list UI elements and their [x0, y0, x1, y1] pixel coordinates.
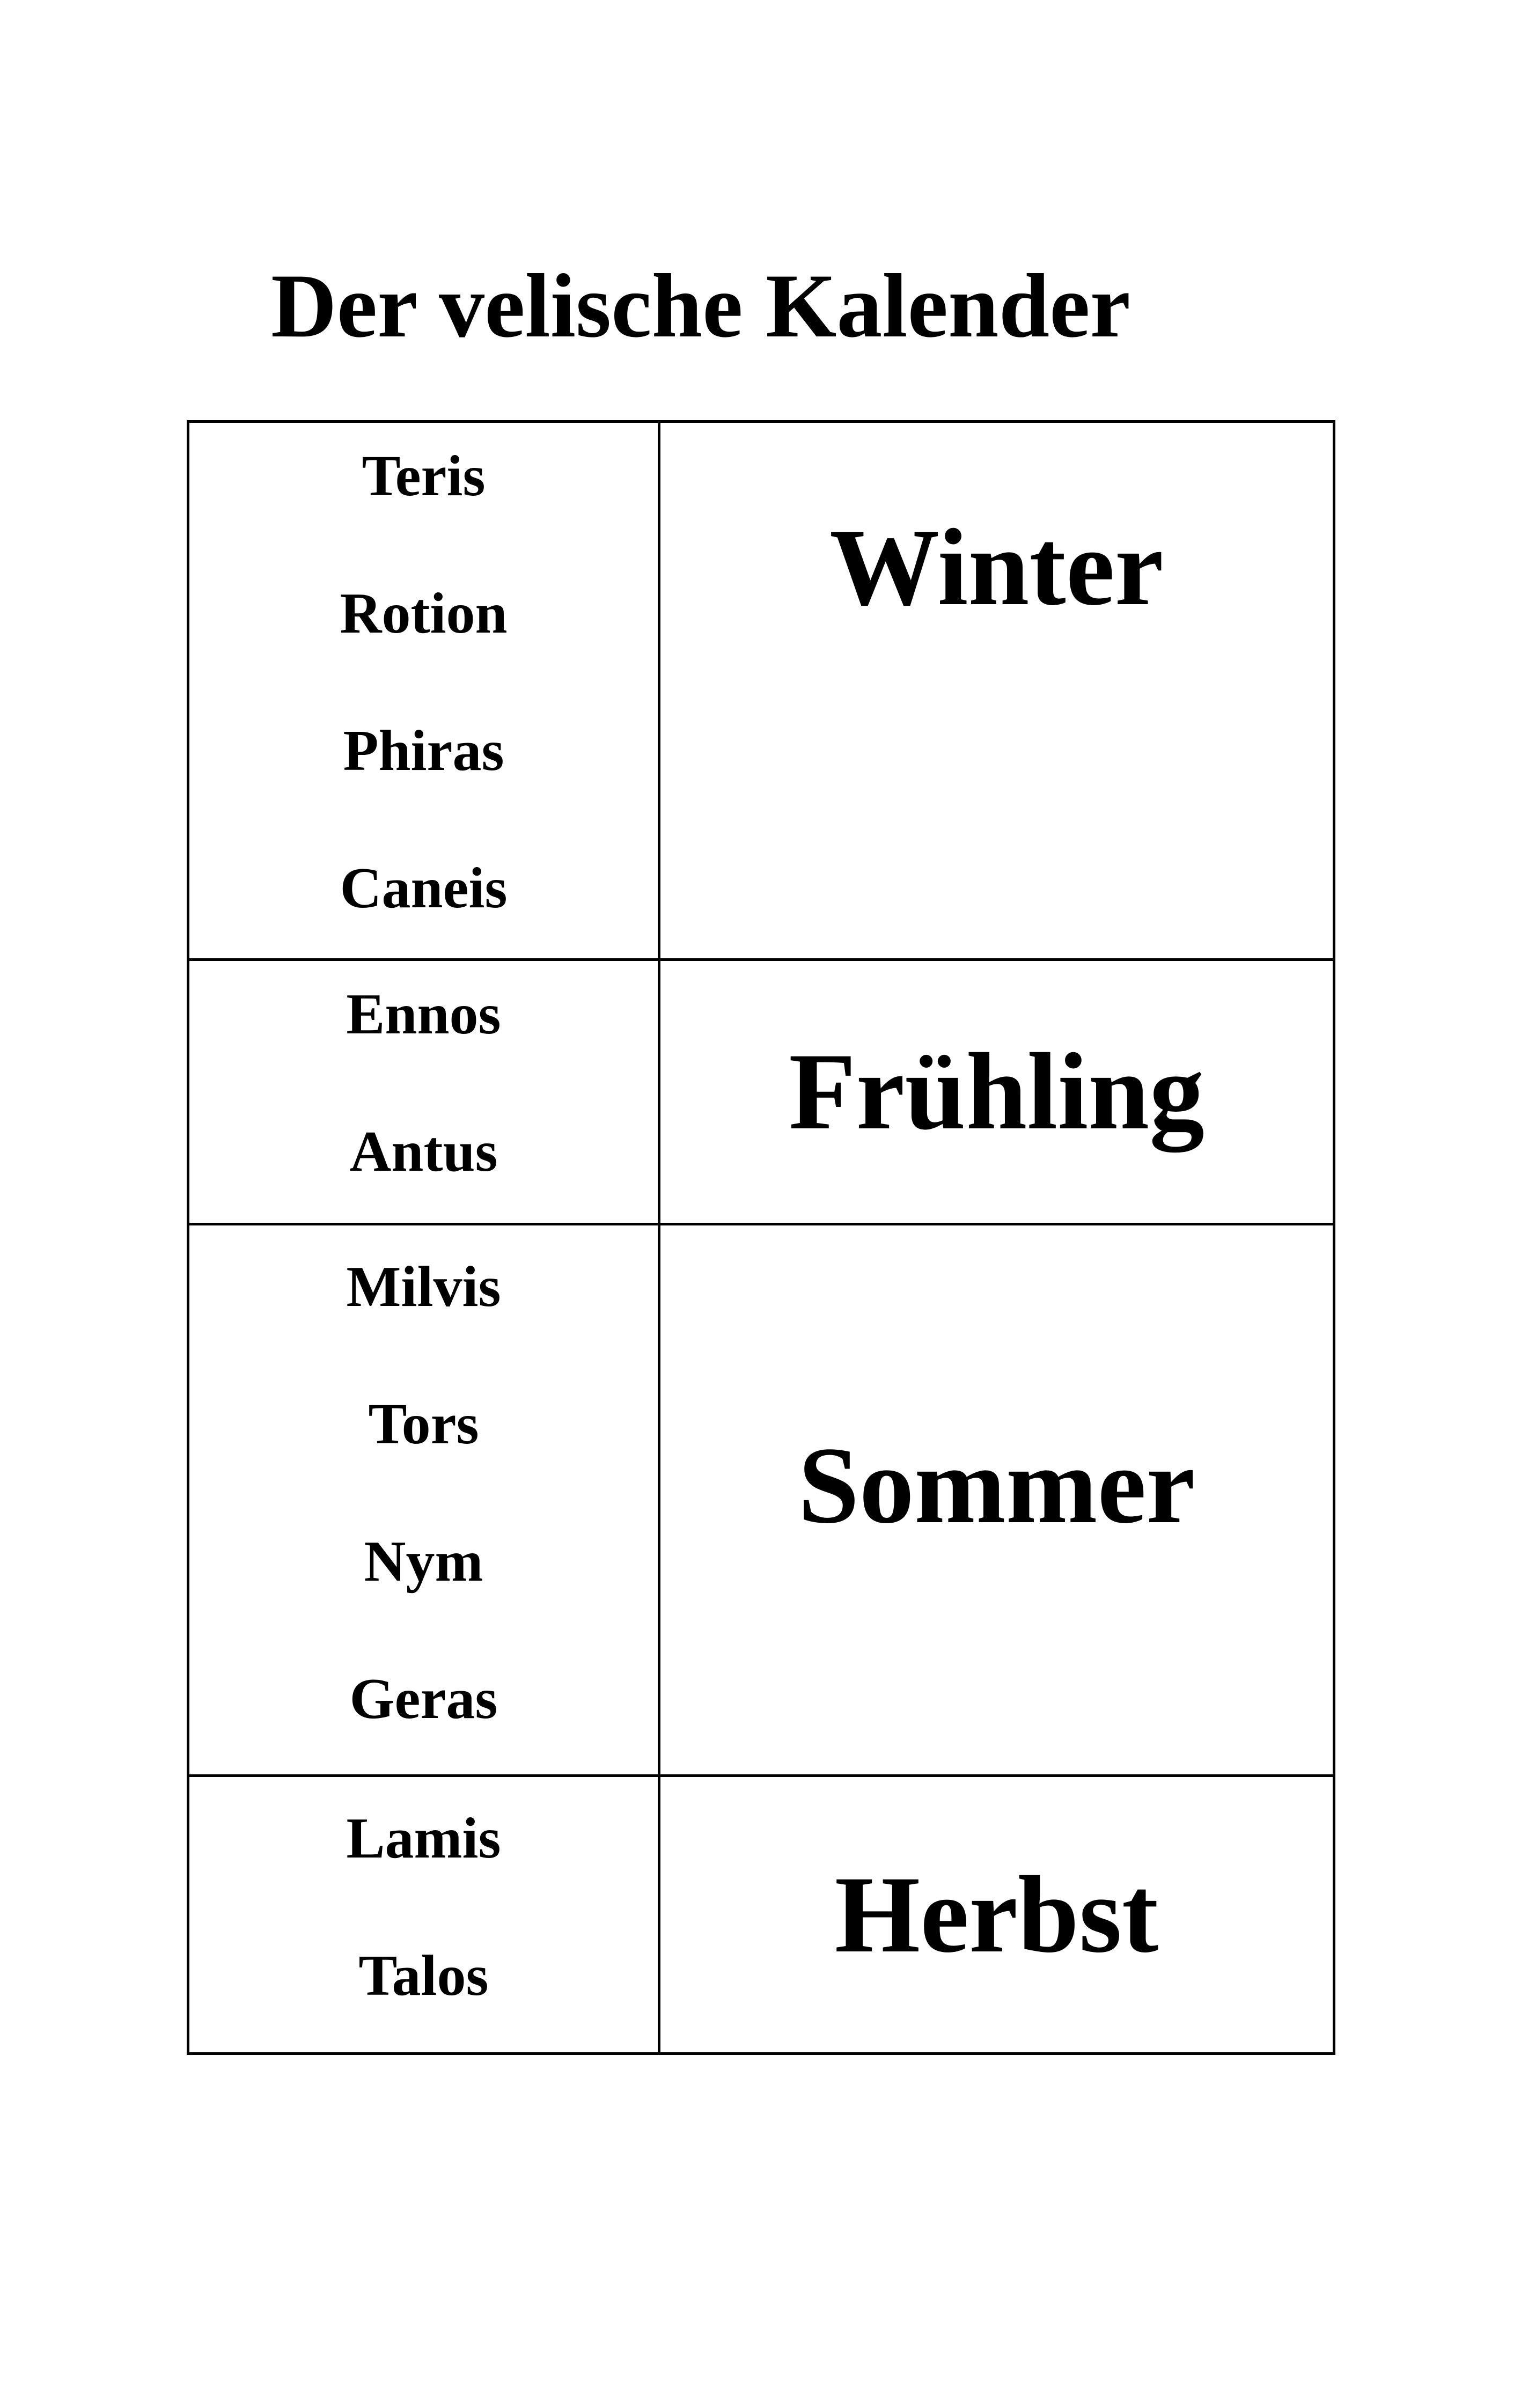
month-name: Phiras	[343, 719, 504, 783]
season-name: Winter	[829, 506, 1164, 628]
season-row-summer	[188, 1224, 1334, 1776]
month-name: Milvis	[346, 1255, 501, 1319]
month-name: Antus	[349, 1120, 498, 1184]
season-cell-winter	[659, 422, 1334, 960]
month-name: Caneis	[340, 856, 508, 920]
season-row-autumn	[188, 1776, 1334, 2054]
months-cell-spring	[188, 960, 659, 1224]
month-name: Nym	[364, 1530, 483, 1594]
season-name: Herbst	[834, 1853, 1159, 1976]
season-name: Sommer	[798, 1425, 1195, 1546]
season-cell-spring	[659, 960, 1334, 1224]
months-cell-winter	[188, 422, 659, 960]
season-cell-autumn	[659, 1776, 1334, 2054]
month-name: Geras	[349, 1667, 498, 1731]
calendar-table	[187, 420, 1335, 2055]
month-name: Ennos	[346, 982, 501, 1046]
month-name: Lamis	[346, 1807, 501, 1870]
season-row-spring	[188, 960, 1334, 1224]
month-name: Talos	[358, 1944, 489, 2008]
season-cell-summer	[659, 1224, 1334, 1776]
months-cell-autumn	[188, 1776, 659, 2054]
month-name: Tors	[368, 1392, 479, 1456]
season-name: Frühling	[789, 1031, 1204, 1152]
months-cell-summer	[188, 1224, 659, 1776]
season-row-winter	[188, 422, 1334, 960]
month-name: Teris	[362, 444, 486, 508]
month-name: Rotion	[340, 582, 508, 645]
page-title: Der velische Kalender	[271, 255, 1131, 356]
